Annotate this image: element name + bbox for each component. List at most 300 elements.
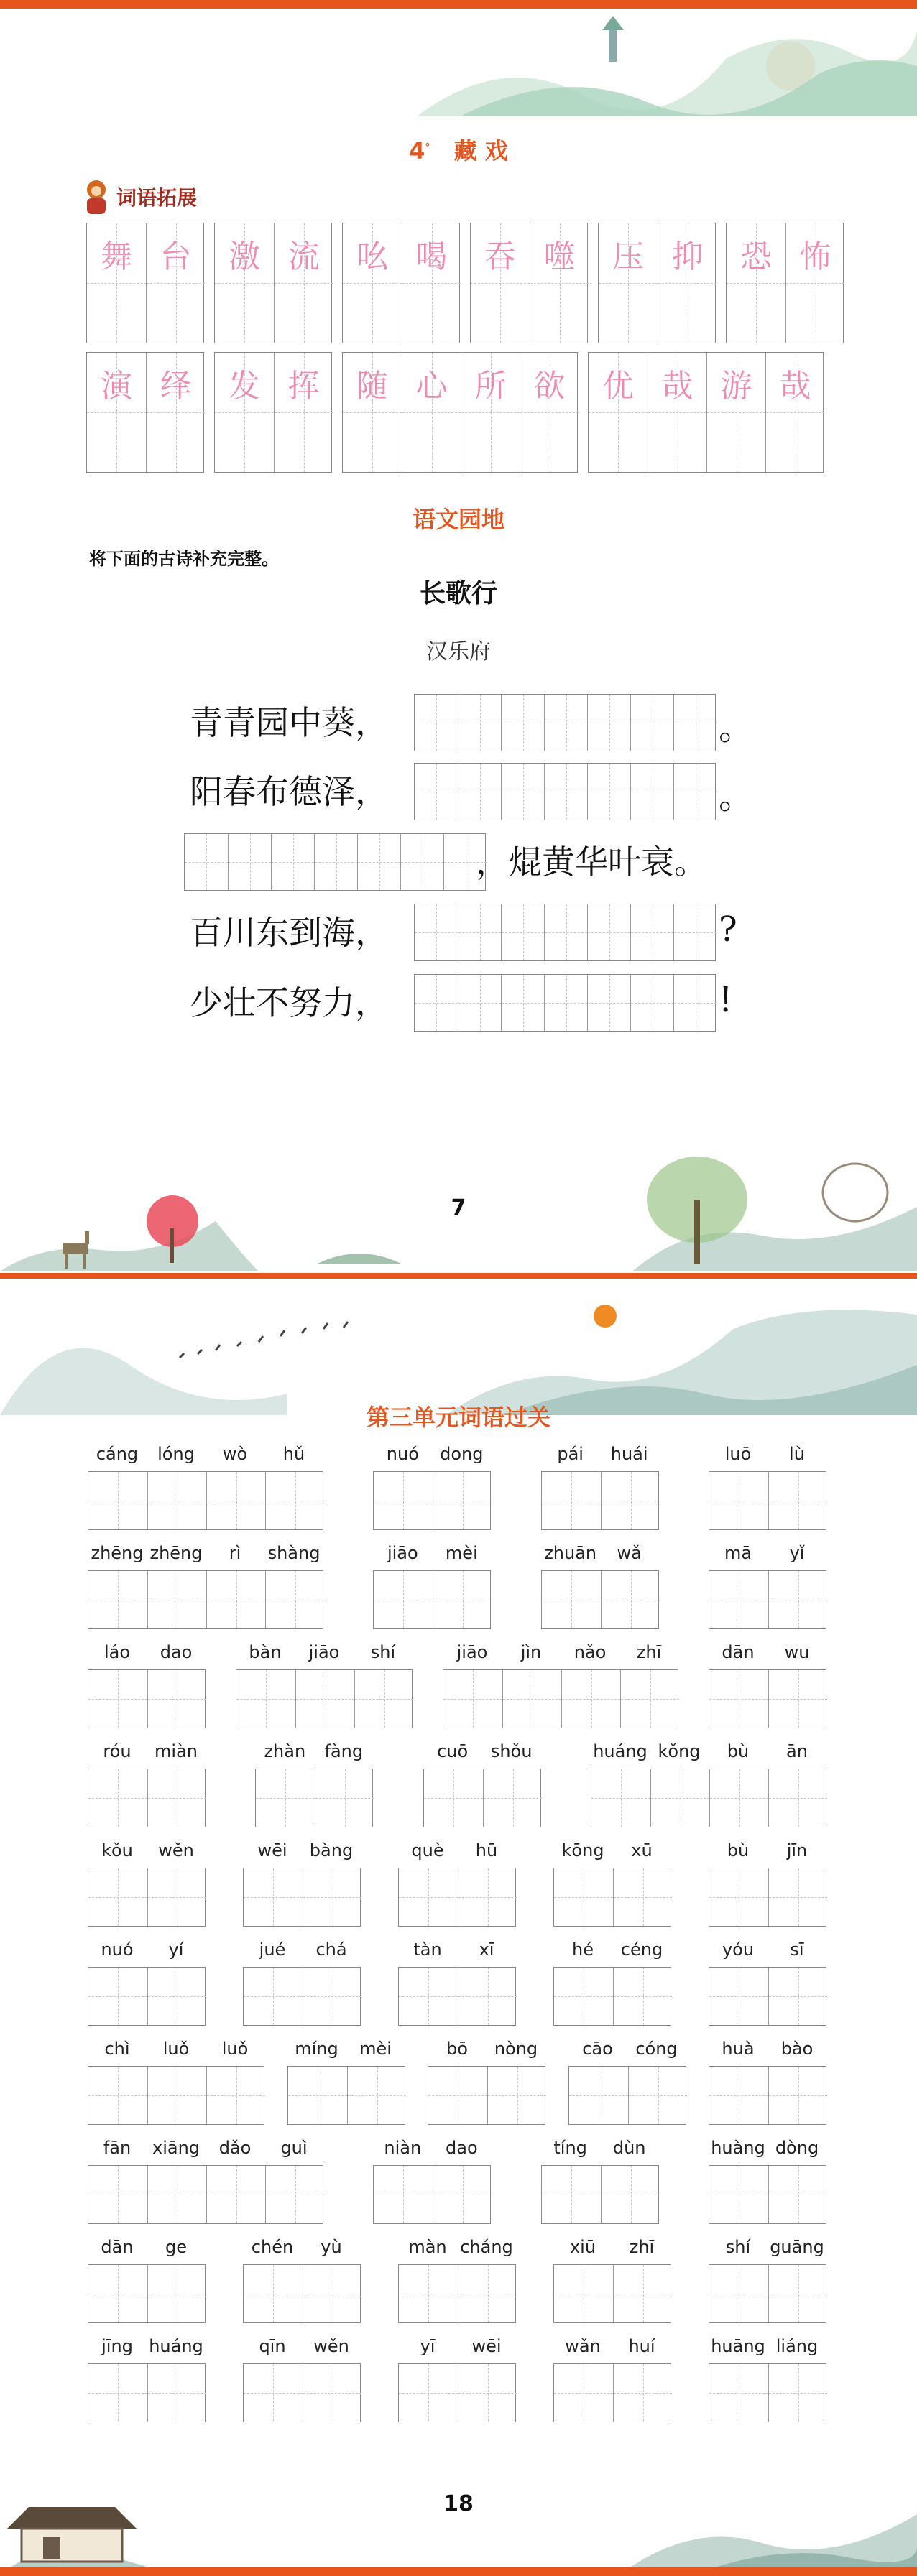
grid-cell[interactable] <box>554 1968 613 2025</box>
grid-cell[interactable] <box>206 2166 265 2223</box>
pinyin-syllable: huáng <box>593 1741 648 1761</box>
grid-cell[interactable] <box>501 975 544 1031</box>
pinyin-syllable: nǎo <box>573 1642 607 1662</box>
pinyin-syllable: bào <box>780 2039 814 2059</box>
pinyin-syllable: yī <box>420 2336 436 2356</box>
grid-cell[interactable] <box>630 975 673 1031</box>
grid-cell[interactable] <box>458 695 501 751</box>
grid-cell[interactable] <box>709 1968 768 2025</box>
writing-grid[interactable] <box>184 833 486 891</box>
pinyin-syllable: bù <box>727 1741 750 1761</box>
writing-grid[interactable] <box>709 1570 826 1629</box>
pinyin-syllable: róu <box>103 1741 132 1761</box>
trace-character: 噬 <box>543 238 576 275</box>
writing-grid[interactable] <box>709 1868 826 1927</box>
pinyin-syllable: jiāo <box>456 1642 488 1662</box>
grid-cell[interactable] <box>265 2166 324 2223</box>
trace-character: 所 <box>474 367 507 404</box>
grid-cell[interactable] <box>315 1769 374 1827</box>
grid-cell[interactable] <box>88 1571 147 1628</box>
lesson-number: 4 <box>409 137 425 165</box>
trace-character: 挥 <box>287 367 320 404</box>
grid-cell[interactable] <box>554 2364 613 2422</box>
writing-grid[interactable] <box>342 352 578 473</box>
writing-grid[interactable] <box>243 1868 361 1927</box>
grid-cell[interactable] <box>458 975 501 1031</box>
grid-cell[interactable] <box>554 2265 613 2322</box>
grid-cell[interactable] <box>415 695 458 751</box>
writing-grid[interactable] <box>553 2363 671 2422</box>
grid-cell[interactable] <box>415 975 458 1031</box>
pinyin-syllable: luō <box>724 1444 752 1464</box>
writing-grid[interactable] <box>398 2264 516 2323</box>
grid-cell[interactable] <box>709 2166 768 2223</box>
grid-cell[interactable] <box>146 353 205 472</box>
grid-cell[interactable] <box>461 353 520 472</box>
grid-cell[interactable] <box>561 1670 620 1728</box>
grid-cell[interactable] <box>613 2265 672 2322</box>
writing-grid[interactable] <box>287 2066 405 2125</box>
pinyin-syllable: luǒ <box>221 2039 249 2059</box>
writing-grid[interactable] <box>398 1868 516 1927</box>
grid-cell[interactable] <box>544 975 587 1031</box>
writing-grid[interactable] <box>88 1868 206 1927</box>
grid-cell[interactable] <box>88 2364 147 2422</box>
writing-grid[interactable] <box>588 352 824 473</box>
grid-cell[interactable] <box>303 1868 361 1926</box>
grid-cell[interactable] <box>650 1769 709 1827</box>
grid-cell[interactable] <box>206 1571 265 1628</box>
grid-cell[interactable] <box>483 1769 542 1827</box>
grid-cell[interactable] <box>587 695 630 751</box>
pinyin-syllable: jìn <box>520 1642 542 1662</box>
page-number-18: 18 <box>443 2491 474 2516</box>
writing-grid[interactable] <box>709 2066 826 2125</box>
grid-cell[interactable] <box>244 2364 303 2422</box>
grid-cell[interactable] <box>785 223 844 343</box>
pinyin-syllable: yǐ <box>789 1543 805 1563</box>
grid-cell[interactable] <box>415 764 458 820</box>
writing-grid[interactable] <box>598 223 716 343</box>
writing-grid[interactable] <box>88 1967 206 2026</box>
writing-grid[interactable] <box>373 1570 491 1629</box>
pinyin-syllable: dao <box>160 1642 193 1662</box>
pinyin-syllable: nuó <box>101 1940 134 1960</box>
grid-cell[interactable] <box>288 2067 347 2124</box>
pinyin-syllable: cháng <box>460 2237 513 2257</box>
writing-grid[interactable] <box>709 1471 826 1530</box>
pinyin-syllable: zhàn <box>264 1741 306 1761</box>
grid-cell[interactable] <box>88 1868 147 1926</box>
pinyin-syllable: bù <box>727 1840 750 1861</box>
grid-cell[interactable] <box>673 975 716 1031</box>
grid-cell[interactable] <box>620 1670 679 1728</box>
grid-cell[interactable] <box>399 2364 458 2422</box>
grid-cell[interactable] <box>314 834 357 890</box>
grid-cell[interactable] <box>587 975 630 1031</box>
trace-character: 演 <box>101 367 132 404</box>
grid-cell[interactable] <box>544 695 587 751</box>
grid-cell[interactable] <box>601 2166 660 2223</box>
grid-cell[interactable] <box>544 764 587 820</box>
pinyin-syllable: huái <box>610 1444 648 1464</box>
grid-cell[interactable] <box>544 904 587 960</box>
writing-grid[interactable] <box>443 1669 678 1728</box>
grid-cell[interactable] <box>587 764 630 820</box>
grid-cell[interactable] <box>530 223 589 343</box>
writing-grid[interactable] <box>342 223 460 343</box>
grid-cell[interactable] <box>256 1769 315 1827</box>
grid-cell[interactable] <box>265 1472 324 1529</box>
writing-grid[interactable] <box>726 223 844 343</box>
grid-cell[interactable] <box>265 1571 324 1628</box>
grid-cell[interactable] <box>215 223 274 343</box>
pinyin-syllable: zhī <box>629 2237 655 2257</box>
grid-cell[interactable] <box>673 764 716 820</box>
pinyin-syllable: pái <box>557 1444 584 1464</box>
pinyin-syllable: miàn <box>155 1741 198 1761</box>
pinyin-syllable: kǒng <box>658 1741 701 1761</box>
grid-cell[interactable] <box>399 2265 458 2322</box>
writing-grid[interactable] <box>709 1669 826 1728</box>
writing-grid[interactable] <box>428 2066 545 2125</box>
writing-grid[interactable] <box>553 2264 671 2323</box>
writing-grid[interactable] <box>255 1769 373 1827</box>
pinyin-syllable: mā <box>724 1543 752 1563</box>
trace-character: 喝 <box>415 238 448 275</box>
grid-cell[interactable] <box>87 223 146 343</box>
grid-cell[interactable] <box>501 695 544 751</box>
grid-cell[interactable] <box>402 353 461 472</box>
grid-cell[interactable] <box>185 834 228 890</box>
pinyin-syllable: hū <box>475 1840 498 1861</box>
writing-grid[interactable] <box>88 2363 206 2422</box>
grid-cell[interactable] <box>706 353 765 472</box>
grid-cell[interactable] <box>520 353 579 472</box>
poem-author: 汉乐府 <box>426 639 491 664</box>
grid-cell[interactable] <box>88 2265 147 2322</box>
writing-grid[interactable] <box>709 1967 826 2026</box>
grid-cell[interactable] <box>727 223 785 343</box>
pinyin-syllable: fān <box>103 2138 132 2158</box>
page-18 <box>0 1279 917 2576</box>
grid-cell[interactable] <box>147 2364 206 2422</box>
poem-line-end: ! <box>719 980 733 1020</box>
pinyin-syllable: wò <box>222 1444 248 1464</box>
grid-cell[interactable] <box>542 1571 601 1628</box>
grid-cell[interactable] <box>458 764 501 820</box>
writing-grid[interactable] <box>236 1669 413 1728</box>
grid-cell[interactable] <box>630 764 673 820</box>
grid-cell[interactable] <box>147 1968 206 2025</box>
writing-grid[interactable] <box>373 2165 491 2224</box>
grid-cell[interactable] <box>88 2067 147 2124</box>
grid-cell[interactable] <box>628 2067 687 2124</box>
writing-grid[interactable] <box>414 974 716 1032</box>
grid-cell[interactable] <box>433 1472 492 1529</box>
pinyin-syllable: dòng <box>775 2138 819 2158</box>
page-number: 7 <box>451 1195 466 1220</box>
page-7 <box>0 0 917 1279</box>
writing-grid[interactable] <box>568 2066 686 2125</box>
grid-cell[interactable] <box>768 2166 827 2223</box>
grid-cell[interactable] <box>709 1670 768 1728</box>
pinyin-syllable: jiāo <box>308 1642 340 1662</box>
writing-grid[interactable] <box>541 1570 659 1629</box>
pinyin-syllable: zhēng <box>91 1543 144 1563</box>
pinyin-syllable: huí <box>628 2336 655 2356</box>
trace-character: 台 <box>160 238 192 275</box>
pinyin-syllable: sī <box>790 1940 804 1960</box>
trace-character: 随 <box>356 367 388 404</box>
writing-grid[interactable] <box>88 2066 264 2125</box>
grid-cell[interactable] <box>295 1670 354 1728</box>
grid-cell[interactable] <box>458 2265 517 2322</box>
grid-cell[interactable] <box>768 2364 827 2422</box>
grid-cell[interactable] <box>613 1868 672 1926</box>
trace-character: 游 <box>720 367 752 404</box>
bottom-scenery-2 <box>0 2457 917 2576</box>
writing-grid[interactable] <box>423 1769 541 1827</box>
grid-cell[interactable] <box>542 2166 601 2223</box>
grid-cell[interactable] <box>303 2265 361 2322</box>
section-label: 词语拓展 <box>116 186 198 210</box>
writing-grid[interactable] <box>88 1669 206 1728</box>
grid-cell[interactable] <box>274 353 333 472</box>
grid-cell[interactable] <box>374 1472 433 1529</box>
grid-cell[interactable] <box>354 1670 413 1728</box>
grid-cell[interactable] <box>458 1968 517 2025</box>
grid-cell[interactable] <box>274 223 333 343</box>
grid-cell[interactable] <box>768 1472 827 1529</box>
grid-cell[interactable] <box>542 1472 601 1529</box>
grid-cell[interactable] <box>215 353 274 472</box>
writing-grid[interactable] <box>470 223 588 343</box>
grid-cell[interactable] <box>206 1472 265 1529</box>
pinyin-syllable: wǎ <box>617 1543 642 1563</box>
grid-cell[interactable] <box>599 223 658 343</box>
grid-cell[interactable] <box>147 2166 206 2223</box>
writing-grid[interactable] <box>541 1471 659 1530</box>
grid-cell[interactable] <box>415 904 458 960</box>
grid-cell[interactable] <box>147 1571 206 1628</box>
grid-cell[interactable] <box>428 2067 487 2124</box>
unit-title: 第三单元词语过关 <box>366 1404 550 1431</box>
grid-cell[interactable] <box>147 2067 206 2124</box>
writing-grid[interactable] <box>373 1471 491 1530</box>
writing-grid[interactable] <box>414 763 716 820</box>
grid-cell[interactable] <box>768 1868 827 1926</box>
writing-grid[interactable] <box>243 1967 361 2026</box>
grid-cell[interactable] <box>768 2265 827 2322</box>
pinyin-syllable: wěn <box>313 2336 349 2356</box>
grid-cell[interactable] <box>502 1670 561 1728</box>
grid-cell[interactable] <box>673 904 716 960</box>
writing-grid[interactable] <box>88 1471 323 1530</box>
pinyin-syllable: mèi <box>445 1543 478 1563</box>
writing-grid[interactable] <box>709 2363 826 2422</box>
pinyin-syllable: yí <box>168 1940 184 1960</box>
pinyin-syllable: dao <box>446 2138 478 2158</box>
grid-cell[interactable] <box>402 223 461 343</box>
grid-cell[interactable] <box>88 1968 147 2025</box>
writing-grid[interactable] <box>709 2165 826 2224</box>
grid-cell[interactable] <box>244 1868 303 1926</box>
grid-cell[interactable] <box>147 1769 206 1827</box>
grid-cell[interactable] <box>88 1472 147 1529</box>
poem-line-end: 。 <box>719 777 754 817</box>
grid-cell[interactable] <box>433 2166 492 2223</box>
grid-cell[interactable] <box>648 353 706 472</box>
grid-cell[interactable] <box>768 1968 827 2025</box>
writing-grid[interactable] <box>86 352 204 473</box>
grid-cell[interactable] <box>303 1968 361 2025</box>
writing-grid[interactable] <box>709 2264 826 2323</box>
grid-cell[interactable] <box>709 2067 768 2124</box>
grid-cell[interactable] <box>347 2067 406 2124</box>
grid-cell[interactable] <box>236 1670 295 1728</box>
grid-cell[interactable] <box>458 2364 517 2422</box>
grid-cell[interactable] <box>613 2364 672 2422</box>
grid-cell[interactable] <box>458 1868 517 1926</box>
pinyin-syllable: màn <box>408 2237 447 2257</box>
trace-character: 吞 <box>484 238 516 275</box>
pinyin-syllable: nuó <box>386 1444 419 1464</box>
grid-cell[interactable] <box>343 353 402 472</box>
grid-cell[interactable] <box>709 1868 768 1926</box>
grid-cell[interactable] <box>147 1472 206 1529</box>
poem-line-start: 阳春布德泽， <box>190 772 388 811</box>
pinyin-syllable: què <box>411 1840 444 1861</box>
grid-cell[interactable] <box>343 223 402 343</box>
writing-grid[interactable] <box>88 2165 323 2224</box>
pinyin-syllable: shàng <box>267 1543 321 1563</box>
grid-cell[interactable] <box>501 904 544 960</box>
grid-cell[interactable] <box>146 223 205 343</box>
grid-cell[interactable] <box>601 1571 660 1628</box>
writing-grid[interactable] <box>88 1769 206 1827</box>
grid-cell[interactable] <box>206 2067 265 2124</box>
writing-grid[interactable] <box>243 2363 361 2422</box>
grid-cell[interactable] <box>487 2067 546 2124</box>
pinyin-syllable: guāng <box>770 2237 824 2257</box>
writing-grid[interactable] <box>553 1868 671 1927</box>
pinyin-syllable: dān <box>722 1642 755 1662</box>
grid-cell[interactable] <box>589 353 648 472</box>
pinyin-syllable: tàn <box>413 1940 442 1960</box>
instruction: 将下面的古诗补充完整。 <box>89 549 279 569</box>
grid-cell[interactable] <box>569 2067 628 2124</box>
pinyin-syllable: lóng <box>157 1444 195 1464</box>
grid-cell[interactable] <box>768 2067 827 2124</box>
grid-cell[interactable] <box>554 1868 613 1926</box>
grid-cell[interactable] <box>709 2265 768 2322</box>
grid-cell[interactable] <box>658 223 716 343</box>
grid-cell[interactable] <box>458 904 501 960</box>
mountain-scenery <box>417 9 917 116</box>
grid-cell[interactable] <box>244 1968 303 2025</box>
grid-cell[interactable] <box>87 353 146 472</box>
pinyin-syllable: huāng <box>711 2336 765 2356</box>
grid-cell[interactable] <box>400 834 443 890</box>
writing-grid[interactable] <box>414 904 716 961</box>
grid-cell[interactable] <box>374 2166 433 2223</box>
grid-cell[interactable] <box>88 1670 147 1728</box>
pinyin-syllable: yóu <box>722 1940 755 1960</box>
grid-cell[interactable] <box>424 1769 483 1827</box>
bottom-scenery <box>0 1157 917 1271</box>
grid-cell[interactable] <box>228 834 271 890</box>
grid-cell[interactable] <box>244 2265 303 2322</box>
writing-grid[interactable] <box>88 2264 206 2323</box>
grid-cell[interactable] <box>147 1670 206 1728</box>
pinyin-syllable: cāo <box>582 2039 613 2059</box>
top-border <box>0 0 917 9</box>
grid-cell[interactable] <box>501 764 544 820</box>
pinyin-syllable: xī <box>479 1940 494 1960</box>
grid-cell[interactable] <box>147 2265 206 2322</box>
grid-cell[interactable] <box>303 2364 361 2422</box>
grid-cell[interactable] <box>433 1571 492 1628</box>
grid-cell[interactable] <box>765 353 824 472</box>
grid-cell[interactable] <box>768 1571 827 1628</box>
grid-cell[interactable] <box>709 1472 768 1529</box>
grid-cell[interactable] <box>709 2364 768 2422</box>
grid-cell[interactable] <box>591 1769 650 1827</box>
writing-grid[interactable] <box>86 223 204 343</box>
writing-grid[interactable] <box>243 2264 361 2323</box>
grid-cell[interactable] <box>88 1769 147 1827</box>
grid-cell[interactable] <box>630 695 673 751</box>
pinyin-syllable: zhuān <box>544 1543 597 1563</box>
lesson-dot: ° <box>425 142 430 154</box>
grid-cell[interactable] <box>147 1868 206 1926</box>
grid-cell[interactable] <box>630 904 673 960</box>
writing-grid[interactable] <box>398 1967 516 2026</box>
grid-cell[interactable] <box>374 1571 433 1628</box>
grid-cell[interactable] <box>443 1670 502 1728</box>
writing-grid[interactable] <box>591 1769 826 1827</box>
writing-grid[interactable] <box>541 2165 659 2224</box>
grid-cell[interactable] <box>471 223 530 343</box>
grid-cell[interactable] <box>613 1968 672 2025</box>
grid-cell[interactable] <box>399 1868 458 1926</box>
grid-cell[interactable] <box>271 834 314 890</box>
grid-cell[interactable] <box>673 695 716 751</box>
writing-grid[interactable] <box>553 1967 671 2026</box>
grid-cell[interactable] <box>601 1472 660 1529</box>
grid-cell[interactable] <box>709 1571 768 1628</box>
grid-cell[interactable] <box>399 1968 458 2025</box>
writing-grid[interactable] <box>214 352 332 473</box>
grid-cell[interactable] <box>88 2166 147 2223</box>
pinyin-syllable: dong <box>440 1444 484 1464</box>
grid-cell[interactable] <box>709 1769 768 1827</box>
grid-cell[interactable] <box>768 1769 827 1827</box>
pinyin-syllable: wěn <box>158 1840 194 1861</box>
pinyin-syllable: bō <box>446 2039 468 2059</box>
pinyin-syllable: hǔ <box>282 1444 305 1464</box>
grid-cell[interactable] <box>357 834 400 890</box>
pinyin-syllable: chì <box>104 2039 130 2059</box>
writing-grid[interactable] <box>214 223 332 343</box>
grid-cell[interactable] <box>587 904 630 960</box>
writing-grid[interactable] <box>88 1570 323 1629</box>
writing-grid[interactable] <box>414 694 716 751</box>
grid-cell[interactable] <box>768 1670 827 1728</box>
writing-grid[interactable] <box>398 2363 516 2422</box>
pinyin-syllable: qīn <box>259 2336 286 2356</box>
